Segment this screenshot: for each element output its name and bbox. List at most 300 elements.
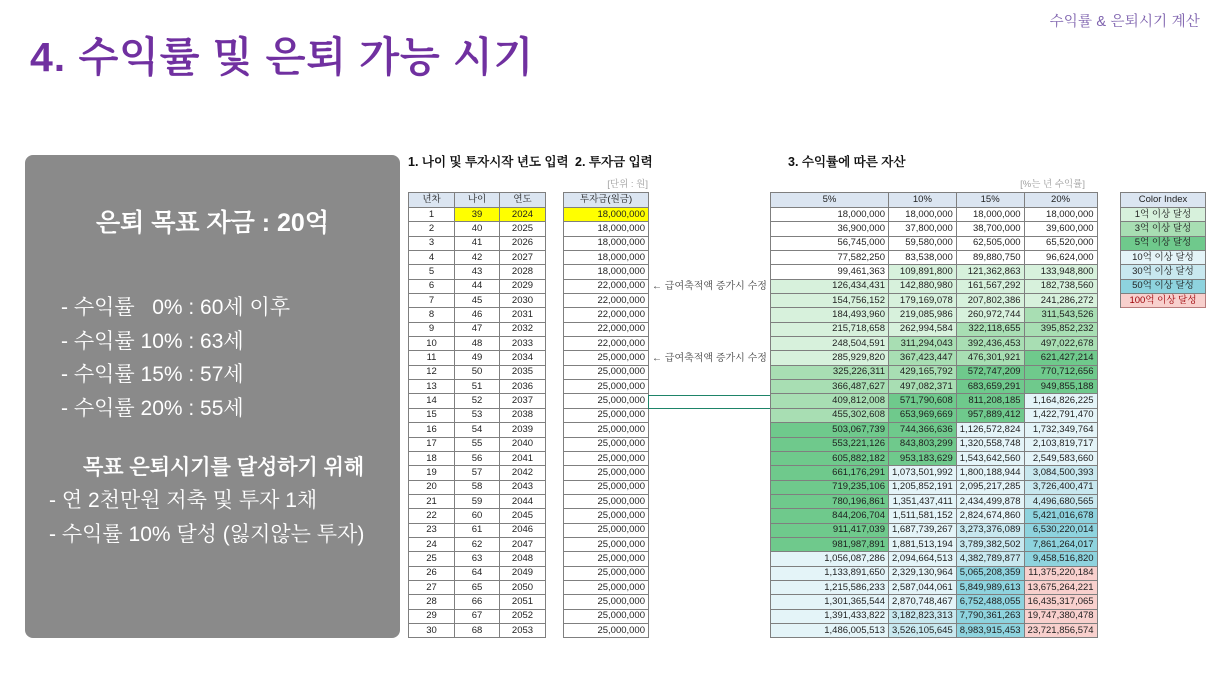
cell: 55 [455, 438, 500, 452]
goal-line: - 수익률 10% 달성 (잃지않는 투자) [49, 522, 365, 546]
cell: 15 [409, 409, 455, 423]
table-row [409, 452, 546, 466]
cell: 25,000,000 [564, 380, 649, 394]
cell: 25,000,000 [564, 495, 649, 509]
goal-line: - 연 2천만원 저축 및 투자 1채 [49, 489, 318, 512]
cell: 22,000,000 [564, 323, 649, 337]
cell: 605,882,182 [771, 452, 889, 466]
cell: 2,434,499,878 [957, 495, 1025, 509]
cell: 260,972,744 [957, 308, 1025, 322]
cell: 36,900,000 [771, 222, 889, 236]
legend-row [1121, 251, 1206, 265]
cell: 653,969,669 [889, 409, 957, 423]
cell: 77,582,250 [771, 251, 889, 265]
cell: 844,206,704 [771, 509, 889, 523]
cell: 2 [409, 222, 455, 236]
summary-title: 은퇴 목표 자금 : 20억 [96, 209, 329, 237]
cell: 4 [409, 251, 455, 265]
cell: 3,182,823,313 [889, 610, 957, 624]
cell: 661,176,291 [771, 466, 889, 480]
column-header: 년차 [409, 193, 455, 208]
cell: 8 [409, 308, 455, 322]
cell: 5,421,016,678 [1025, 509, 1098, 523]
cell: 1,391,433,822 [771, 610, 889, 624]
table-row [409, 251, 546, 265]
table-row [409, 495, 546, 509]
cell: 2052 [500, 610, 546, 624]
table-row [771, 509, 1098, 523]
cell: 6 [409, 280, 455, 294]
table-row [771, 337, 1098, 351]
cell: 2040 [500, 438, 546, 452]
table-row [409, 481, 546, 495]
table-row [409, 265, 546, 279]
cell: 6,752,488,055 [957, 595, 1025, 609]
table-row [409, 280, 546, 294]
rate-lines [25, 291, 400, 425]
cell: 2037 [500, 394, 546, 408]
cell: 811,208,185 [957, 394, 1025, 408]
cell: 25,000,000 [564, 351, 649, 365]
cell: 18,000,000 [564, 208, 649, 222]
cell: 25,000,000 [564, 423, 649, 437]
table-row [771, 308, 1098, 322]
cell: 2,587,044,061 [889, 581, 957, 595]
cell: 1,320,558,748 [957, 438, 1025, 452]
column-header: 10% [889, 193, 957, 208]
cell: 19,747,380,478 [1025, 610, 1098, 624]
table-row [564, 452, 649, 466]
cell: 395,852,232 [1025, 323, 1098, 337]
cell: 30억 이상 달성 [1121, 265, 1206, 279]
cell: 8,983,915,453 [957, 624, 1025, 638]
cell: 42 [455, 251, 500, 265]
cell: 2051 [500, 595, 546, 609]
cell: 911,417,039 [771, 524, 889, 538]
legend-row [1121, 265, 1206, 279]
column-header: 연도 [500, 193, 546, 208]
cell: 25,000,000 [564, 394, 649, 408]
cell: 44 [455, 280, 500, 294]
cell: 2049 [500, 567, 546, 581]
table-row [771, 423, 1098, 437]
cell: 99,461,363 [771, 265, 889, 279]
cell: 154,756,152 [771, 294, 889, 308]
cell: 51 [455, 380, 500, 394]
table-row [771, 495, 1098, 509]
table-row [771, 222, 1098, 236]
cell: 497,082,371 [889, 380, 957, 394]
cell: 39,600,000 [1025, 222, 1098, 236]
cell: 25,000,000 [564, 481, 649, 495]
cell: 1,164,826,225 [1025, 394, 1098, 408]
legend-row [1121, 294, 1206, 308]
cell: 2,103,819,717 [1025, 438, 1098, 452]
cell: 62,505,000 [957, 237, 1025, 251]
cell: 621,427,214 [1025, 351, 1098, 365]
table-row [564, 237, 649, 251]
cell: 16 [409, 423, 455, 437]
cell: 2027 [500, 251, 546, 265]
table-row [771, 481, 1098, 495]
table-row [564, 624, 649, 638]
table-row [564, 351, 649, 365]
table-row [409, 624, 546, 638]
cell: 161,567,292 [957, 280, 1025, 294]
cell: 683,659,291 [957, 380, 1025, 394]
cell: 3억 이상 달성 [1121, 222, 1206, 236]
cell: 1,800,188,944 [957, 466, 1025, 480]
table-row [771, 294, 1098, 308]
cell: 25,000,000 [564, 524, 649, 538]
section3-title: 3. 수익률에 따른 자산 [788, 155, 906, 169]
cell: 843,803,299 [889, 438, 957, 452]
table-row [409, 394, 546, 408]
cell: 2036 [500, 380, 546, 394]
cell: 18,000,000 [564, 265, 649, 279]
cell: 14 [409, 394, 455, 408]
cell: 367,423,447 [889, 351, 957, 365]
rate-line: - 수익률 10% : 63세 [61, 329, 244, 353]
cell: 572,747,209 [957, 366, 1025, 380]
page-title: 4. 수익률 및 은퇴 가능 시기 [30, 34, 535, 80]
cell: 184,493,960 [771, 308, 889, 322]
cell: 25 [409, 552, 455, 566]
cell: 83,538,000 [889, 251, 957, 265]
cell: 2034 [500, 351, 546, 365]
cell: 100억 이상 달성 [1121, 294, 1206, 308]
cell: 49 [455, 351, 500, 365]
cell: 2035 [500, 366, 546, 380]
rate-line: - 수익률 20% : 55세 [61, 396, 244, 420]
table-row [771, 366, 1098, 380]
cell: 953,183,629 [889, 452, 957, 466]
cell: 37,800,000 [889, 222, 957, 236]
cell: 26 [409, 567, 455, 581]
cell: 60 [455, 509, 500, 523]
cell: 1 [409, 208, 455, 222]
cell: 12 [409, 366, 455, 380]
cell: 20 [409, 481, 455, 495]
cell: 5억 이상 달성 [1121, 237, 1206, 251]
cell: 17 [409, 438, 455, 452]
legend-row [1121, 208, 1206, 222]
table-row [564, 251, 649, 265]
cell: 63 [455, 552, 500, 566]
table-row [771, 438, 1098, 452]
table-row [564, 438, 649, 452]
table-row [771, 624, 1098, 638]
cell: 54 [455, 423, 500, 437]
cell: 25,000,000 [564, 509, 649, 523]
cell: 780,196,861 [771, 495, 889, 509]
cell: 2050 [500, 581, 546, 595]
cell: 1,511,581,152 [889, 509, 957, 523]
table-row [409, 308, 546, 322]
cell: 957,889,412 [957, 409, 1025, 423]
cell: 56 [455, 452, 500, 466]
table-row [409, 222, 546, 236]
cell: 29 [409, 610, 455, 624]
cell: 109,891,800 [889, 265, 957, 279]
cell: 3,526,105,645 [889, 624, 957, 638]
cell: 1억 이상 달성 [1121, 208, 1206, 222]
table-row [771, 237, 1098, 251]
cell: 476,301,921 [957, 351, 1025, 365]
table-row [564, 366, 649, 380]
table-row [564, 222, 649, 236]
cell: 59,580,000 [889, 237, 957, 251]
table-row [409, 337, 546, 351]
table-row [409, 581, 546, 595]
cell: 25,000,000 [564, 595, 649, 609]
cell: 25,000,000 [564, 624, 649, 638]
cell: 429,165,792 [889, 366, 957, 380]
cell: 2032 [500, 323, 546, 337]
cell: 2053 [500, 624, 546, 638]
cell: 39 [455, 208, 500, 222]
cell: 25,000,000 [564, 438, 649, 452]
table-row [771, 323, 1098, 337]
cell: 50억 이상 달성 [1121, 280, 1206, 294]
cell: 2045 [500, 509, 546, 523]
cell: 13 [409, 380, 455, 394]
cell: 67 [455, 610, 500, 624]
cell: 25,000,000 [564, 581, 649, 595]
cell: 2,095,217,285 [957, 481, 1025, 495]
column-header: 15% [957, 193, 1025, 208]
table-row [409, 509, 546, 523]
cell: 65 [455, 581, 500, 595]
cell: 949,855,188 [1025, 380, 1098, 394]
cell: 18,000,000 [564, 222, 649, 236]
table-row [564, 423, 649, 437]
cell: 50 [455, 366, 500, 380]
column-header: 나이 [455, 193, 500, 208]
cell: 133,948,800 [1025, 265, 1098, 279]
cell: 207,802,386 [957, 294, 1025, 308]
table-row [409, 552, 546, 566]
annotation-note: ← 급여축적액 증가시 수정 [652, 280, 767, 292]
table-row [771, 524, 1098, 538]
investment-table [563, 192, 649, 638]
cell: 2043 [500, 481, 546, 495]
cell: 179,169,078 [889, 294, 957, 308]
cell: 7,790,361,263 [957, 610, 1025, 624]
cell: 553,221,126 [771, 438, 889, 452]
cell: 2046 [500, 524, 546, 538]
cell: 59 [455, 495, 500, 509]
cell: 25,000,000 [564, 567, 649, 581]
unit-label: [단위 : 원] [607, 179, 648, 190]
cell: 2,549,583,660 [1025, 452, 1098, 466]
return-note-label: [%는 년 수익률] [1020, 179, 1085, 190]
cell: 126,434,431 [771, 280, 889, 294]
cell: 5 [409, 265, 455, 279]
table-row [564, 323, 649, 337]
table-row [771, 409, 1098, 423]
cell: 409,812,008 [771, 394, 889, 408]
cell: 64 [455, 567, 500, 581]
cell: 3,084,500,393 [1025, 466, 1098, 480]
cell: 1,422,791,470 [1025, 409, 1098, 423]
cell: 41 [455, 237, 500, 251]
table-row [409, 524, 546, 538]
cell: 1,301,365,544 [771, 595, 889, 609]
table-row [771, 567, 1098, 581]
table-row [409, 409, 546, 423]
age-year-table [408, 192, 546, 638]
table-row [564, 409, 649, 423]
cell: 311,543,526 [1025, 308, 1098, 322]
cell: 22 [409, 509, 455, 523]
table-row [564, 208, 649, 222]
cell: 219,085,986 [889, 308, 957, 322]
cell: 215,718,658 [771, 323, 889, 337]
cell: 121,362,863 [957, 265, 1025, 279]
table-row [409, 466, 546, 480]
cell: 22,000,000 [564, 280, 649, 294]
cell: 2041 [500, 452, 546, 466]
cell: 1,205,852,191 [889, 481, 957, 495]
table-row [409, 567, 546, 581]
legend-row [1121, 237, 1206, 251]
cell: 392,436,453 [957, 337, 1025, 351]
cell: 38,700,000 [957, 222, 1025, 236]
cell: 4,496,680,565 [1025, 495, 1098, 509]
summary-box [25, 155, 400, 638]
cell: 7 [409, 294, 455, 308]
cell: 744,366,636 [889, 423, 957, 437]
cell: 5,065,208,359 [957, 567, 1025, 581]
table-row [771, 452, 1098, 466]
cell: 325,226,311 [771, 366, 889, 380]
section1-title: 1. 나이 및 투자시작 년도 입력 [408, 155, 569, 169]
cell: 262,994,584 [889, 323, 957, 337]
table-row [564, 610, 649, 624]
table-row [771, 351, 1098, 365]
cell: 65,520,000 [1025, 237, 1098, 251]
cell: 2029 [500, 280, 546, 294]
cell: 18,000,000 [564, 251, 649, 265]
column-header: 5% [771, 193, 889, 208]
table-row [564, 394, 649, 408]
cell: 770,712,656 [1025, 366, 1098, 380]
table-row [564, 552, 649, 566]
cell: 1,351,437,411 [889, 495, 957, 509]
table-row [564, 524, 649, 538]
cell: 1,073,501,992 [889, 466, 957, 480]
table-row [409, 351, 546, 365]
cell: 142,880,980 [889, 280, 957, 294]
cell: 25,000,000 [564, 552, 649, 566]
table-row [771, 552, 1098, 566]
table-row [564, 265, 649, 279]
cell: 2047 [500, 538, 546, 552]
table-row [564, 380, 649, 394]
cell: 58 [455, 481, 500, 495]
goal-lines [25, 484, 400, 551]
table-row [564, 581, 649, 595]
cell: 1,732,349,764 [1025, 423, 1098, 437]
cell: 18,000,000 [564, 237, 649, 251]
cell: 1,687,739,267 [889, 524, 957, 538]
cell: 1,881,513,194 [889, 538, 957, 552]
cell: 21 [409, 495, 455, 509]
cell: 40 [455, 222, 500, 236]
cell: 981,987,891 [771, 538, 889, 552]
cell: 1,215,586,233 [771, 581, 889, 595]
cell: 2042 [500, 466, 546, 480]
column-header: Color Index [1121, 193, 1206, 208]
cell: 719,235,106 [771, 481, 889, 495]
cell: 56,745,000 [771, 237, 889, 251]
cell: 25,000,000 [564, 466, 649, 480]
cell: 6,530,220,014 [1025, 524, 1098, 538]
cell: 311,294,043 [889, 337, 957, 351]
cell: 89,880,750 [957, 251, 1025, 265]
color-index-table [1120, 192, 1206, 308]
cell: 5,849,989,613 [957, 581, 1025, 595]
table-row [564, 538, 649, 552]
cell: 48 [455, 337, 500, 351]
cell: 2,870,748,467 [889, 595, 957, 609]
cell: 182,738,560 [1025, 280, 1098, 294]
cell: 497,022,678 [1025, 337, 1098, 351]
cell: 10 [409, 337, 455, 351]
cell: 62 [455, 538, 500, 552]
cell: 2024 [500, 208, 546, 222]
cell: 3,273,376,089 [957, 524, 1025, 538]
cell: 2030 [500, 294, 546, 308]
cell: 16,435,317,065 [1025, 595, 1098, 609]
returns-table [770, 192, 1098, 638]
cell: 25,000,000 [564, 538, 649, 552]
cell: 47 [455, 323, 500, 337]
table-row [409, 323, 546, 337]
table-row [564, 509, 649, 523]
table-row [409, 595, 546, 609]
table-row [564, 280, 649, 294]
cell: 248,504,591 [771, 337, 889, 351]
table-row [564, 567, 649, 581]
table-row [564, 466, 649, 480]
cell: 2038 [500, 409, 546, 423]
cell: 22,000,000 [564, 337, 649, 351]
cell: 1,133,891,650 [771, 567, 889, 581]
cell: 9,458,516,820 [1025, 552, 1098, 566]
cell: 25,000,000 [564, 610, 649, 624]
cell: 25,000,000 [564, 452, 649, 466]
cell: 96,624,000 [1025, 251, 1098, 265]
cell: 2033 [500, 337, 546, 351]
cell: 285,929,820 [771, 351, 889, 365]
cell: 23 [409, 524, 455, 538]
slide-corner-label: 수익률 & 은퇴시기 계산 [1049, 14, 1200, 30]
cell: 9 [409, 323, 455, 337]
table-row [564, 495, 649, 509]
table-row [409, 380, 546, 394]
cell: 2044 [500, 495, 546, 509]
cell: 25,000,000 [564, 366, 649, 380]
table-row [564, 308, 649, 322]
cell: 455,302,608 [771, 409, 889, 423]
cell: 2048 [500, 552, 546, 566]
cell: 1,543,642,560 [957, 452, 1025, 466]
column-header: 투자금(원금) [564, 193, 649, 208]
cell: 2028 [500, 265, 546, 279]
cell: 22,000,000 [564, 294, 649, 308]
